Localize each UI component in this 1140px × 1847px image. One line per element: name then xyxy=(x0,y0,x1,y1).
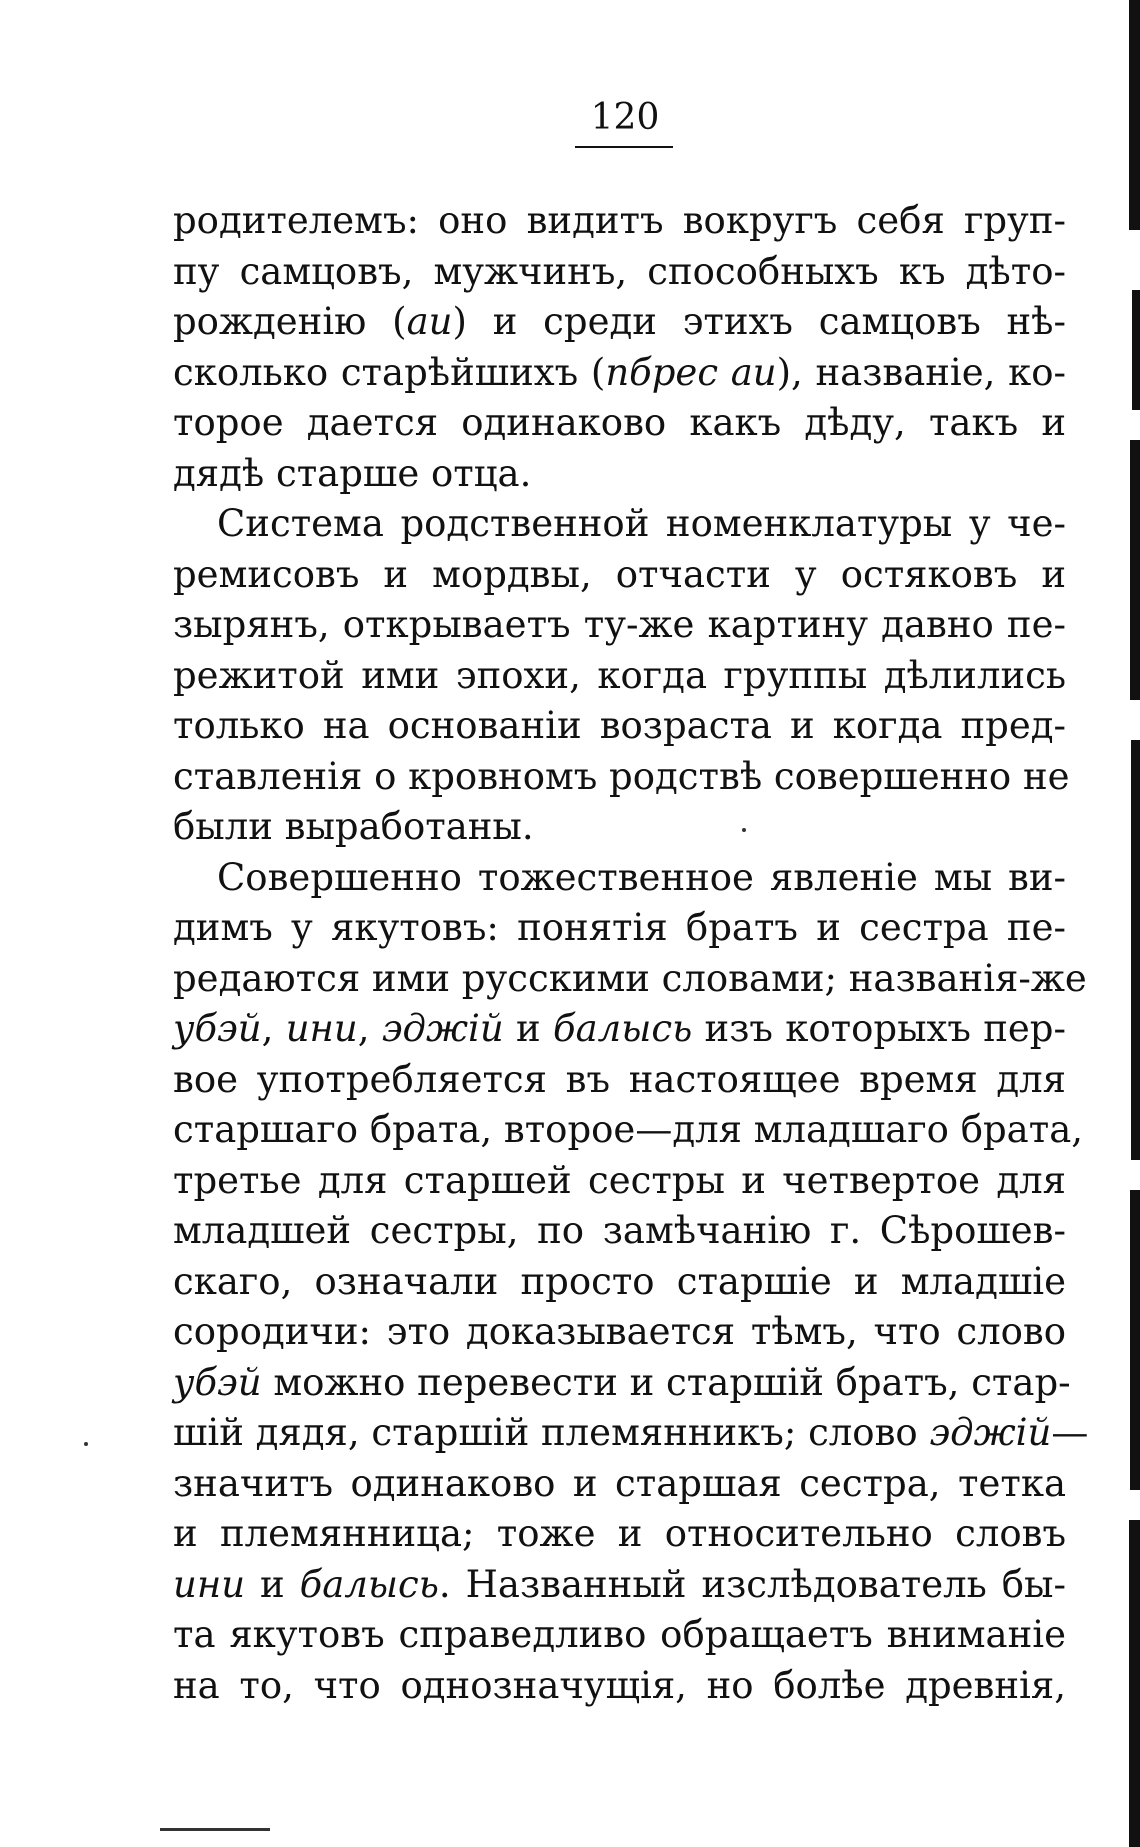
body-text xyxy=(173,196,1089,1711)
bottom-margin-mark xyxy=(160,1828,270,1831)
page-number: 120 xyxy=(590,97,660,138)
text-line xyxy=(173,1358,1071,1409)
text-line: только на основаніи возраста и когда пред- xyxy=(173,704,1066,747)
text-line: на то, что однозначущія, но болѣе древнія, xyxy=(173,1663,1066,1707)
text-span: ) и среди этихъ самцовъ нѣ- xyxy=(452,300,1066,343)
text-line: родителемъ: оно видитъ вокругъ себя груп- xyxy=(173,199,1066,242)
text-span: изъ которыхъ пер- xyxy=(692,1007,1066,1050)
text-line: сородичи: это доказывается тѣмъ, что слово xyxy=(173,1310,1066,1353)
text-span: ), названіе, ко- xyxy=(776,350,1066,394)
page-edge-mark xyxy=(1129,1520,1140,1847)
italic-term: убэй xyxy=(173,1007,262,1050)
text-line: та якутовъ справедливо обращаетъ вниманіе xyxy=(173,1613,1066,1656)
text-span: рожденію ( xyxy=(173,300,407,343)
text-line: младшей сестры, по замѣчанію г. Сѣрошев- xyxy=(173,1209,1066,1252)
text-line xyxy=(173,1408,1089,1459)
text-line: ремисовъ и мордвы, отчасти у остяковъ и xyxy=(173,552,1066,596)
text-span: — xyxy=(1051,1411,1089,1454)
page-number-rule xyxy=(575,146,673,148)
text-line xyxy=(173,297,1066,348)
text-span: и xyxy=(245,1562,300,1606)
text-span: сколько старѣйшихъ ( xyxy=(173,350,606,394)
text-line: ставленія о кровномъ родствѣ совершенно не xyxy=(173,754,1070,798)
page-edge-mark xyxy=(1130,1190,1140,1490)
paragraph-end-line: дядѣ старше отца. xyxy=(173,451,532,495)
text-line: значитъ одинаково и старшая сестра, тетка xyxy=(173,1461,1066,1505)
page-edge-mark xyxy=(1129,0,1140,230)
page-edge-mark xyxy=(1131,740,1140,1160)
italic-term: эджій xyxy=(381,1007,504,1050)
text-line xyxy=(173,348,1066,399)
paragraph-start-line: Совершенно тожественное явленіе мы ви- xyxy=(217,855,1066,899)
italic-term: эджій xyxy=(929,1411,1052,1454)
italic-term: ини xyxy=(173,1562,246,1606)
text-span: , xyxy=(357,1007,382,1050)
italic-term: балысь xyxy=(299,1562,439,1606)
page-edge-mark xyxy=(1130,440,1140,700)
text-line: скаго, означали просто старшіе и младшіе xyxy=(173,1259,1066,1303)
text-line: редаются ими русскими словами; названія-же xyxy=(173,956,1087,1000)
paragraph-end-line: были выработаны. xyxy=(173,805,534,848)
scan-speck xyxy=(742,828,746,832)
italic-term: убэй xyxy=(173,1360,262,1404)
italic-term: ини xyxy=(285,1007,358,1050)
text-line: третье для старшей сестры и четвертое для xyxy=(173,1158,1066,1202)
text-line: димъ у якутовъ: понятія братъ и сестра пе- xyxy=(173,906,1066,949)
scan-speck xyxy=(84,1442,88,1446)
italic-term: аи xyxy=(406,300,453,343)
text-line xyxy=(173,1004,1066,1055)
text-line: старшаго брата, второе—для младшаго брата, xyxy=(173,1108,1084,1151)
text-span: можно перевести и старшій братъ, стар- xyxy=(261,1360,1071,1404)
text-span: , xyxy=(261,1007,286,1050)
text-span: . Названный изслѣдователь бы- xyxy=(438,1562,1066,1606)
text-line: вое употребляется въ настоящее время для xyxy=(173,1057,1066,1101)
text-span: и xyxy=(503,1007,554,1050)
text-line xyxy=(173,1560,1066,1611)
italic-term: пбрес аи xyxy=(605,350,777,394)
text-line: режитой ими эпохи, когда группы дѣлились xyxy=(173,653,1066,697)
text-line: и племянница; тоже и относительно словъ xyxy=(173,1512,1066,1555)
text-span: шій дядя, старшій племянникъ; слово xyxy=(173,1411,930,1454)
text-line: пу самцовъ, мужчинъ, способныхъ къ дѣто- xyxy=(173,249,1066,293)
page-edge-mark xyxy=(1132,290,1140,410)
text-line: зырянъ, открываетъ ту-же картину давно пе- xyxy=(173,603,1066,646)
text-line: торое дается одинаково какъ дѣду, такъ и xyxy=(173,401,1066,444)
paragraph-start-line: Система родственной номенклатуры у че- xyxy=(217,502,1066,545)
italic-term: балысь xyxy=(553,1007,693,1050)
